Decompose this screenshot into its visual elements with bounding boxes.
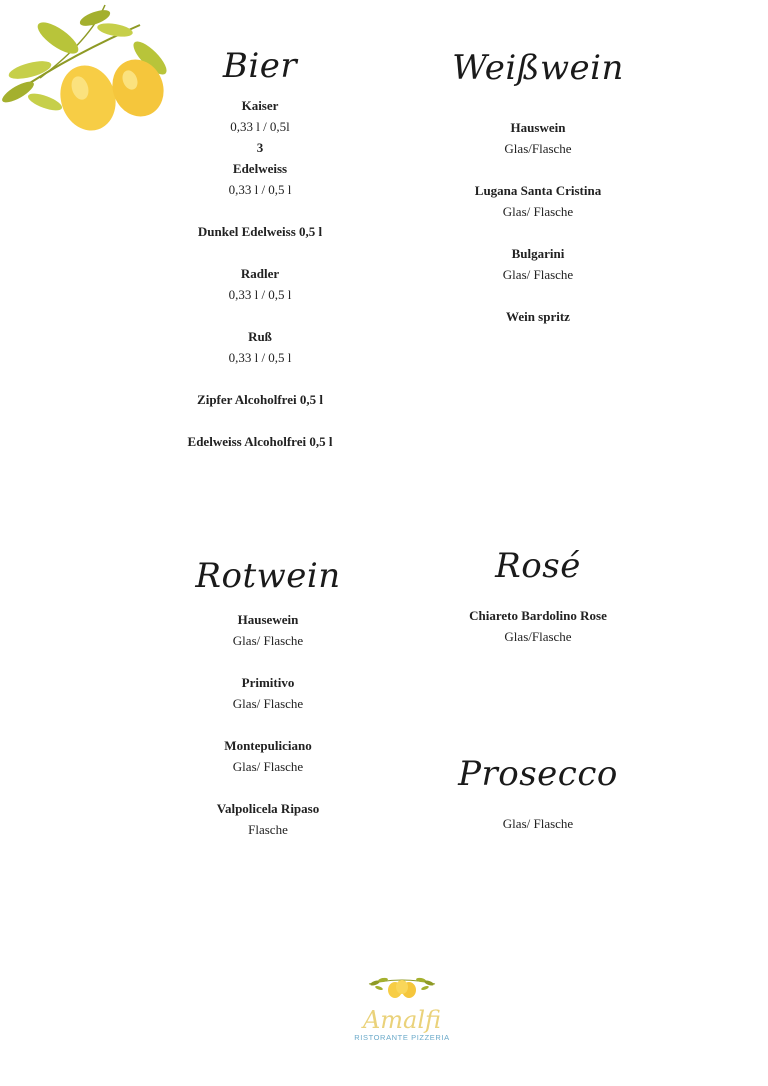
menu-item (438, 605, 638, 647)
lemon-branch-illustration (0, 0, 180, 140)
item-name: Lugana Santa Cristina (474, 183, 602, 199)
item-detail: Glas/Flasche (504, 141, 572, 157)
rose-section (438, 548, 638, 647)
lemon-garland-icon (367, 974, 437, 1004)
logo-name: Amalfi (362, 1006, 442, 1034)
menu-item (160, 326, 360, 368)
item-name: Bulgarini (511, 246, 565, 262)
item-detail: Glas/ Flasche (502, 267, 574, 283)
rotwein-title: Rotwein (195, 556, 341, 596)
item-name: Hauswein (510, 120, 566, 136)
menu-item (160, 95, 360, 137)
item-name: Edelweiss Alcoholfrei 0,5 l (187, 434, 333, 450)
item-name: Wein spritz (506, 309, 570, 325)
menu-item (168, 735, 368, 777)
menu-item (438, 813, 638, 834)
restaurant-logo (352, 974, 452, 1042)
menu-item (438, 180, 638, 222)
rotwein-section (168, 558, 368, 840)
menu-item (438, 243, 638, 285)
item-detail: Glas/ Flasche (232, 696, 304, 712)
menu-item (160, 263, 360, 305)
menu-item (160, 221, 360, 242)
bier-title: Bier (222, 46, 298, 86)
item-detail: Glas/Flasche (504, 629, 572, 645)
item-detail: Flasche (248, 822, 288, 838)
item-name: Radler (240, 266, 280, 282)
prosecco-section (438, 756, 638, 834)
item-name: Chiareto Bardolino Rose (469, 608, 607, 624)
prosecco-title: Prosecco (458, 754, 618, 794)
item-name: Kaiser (241, 98, 279, 114)
item-detail: Glas/ Flasche (502, 204, 574, 220)
item-name: 3 (256, 140, 264, 156)
weisswein-title: Weißwein (452, 48, 624, 88)
menu-item (160, 389, 360, 410)
item-name: Dunkel Edelweiss 0,5 l (197, 224, 323, 240)
item-detail: Glas/ Flasche (232, 633, 304, 649)
menu-item (160, 431, 360, 452)
rose-title: Rosé (495, 546, 581, 586)
item-name: Primitivo (241, 675, 295, 691)
item-detail: 0,33 l / 0,5l (230, 119, 290, 135)
item-name: Edelweiss (232, 161, 288, 177)
item-detail: Glas/ Flasche (232, 759, 304, 775)
menu-item (168, 609, 368, 651)
item-detail: 0,33 l / 0,5 l (228, 350, 292, 366)
item-detail: 0,33 l / 0,5 l (228, 287, 292, 303)
item-name: Ruß (248, 329, 272, 345)
weisswein-section (438, 50, 638, 327)
item-name: Zipfer Alcoholfrei 0,5 l (197, 392, 323, 408)
item-detail: Glas/ Flasche (502, 816, 574, 832)
item-name: Valpolicela Ripaso (216, 801, 320, 817)
menu-item (168, 672, 368, 714)
menu-item (160, 158, 360, 200)
menu-item (438, 117, 638, 159)
item-detail: 0,33 l / 0,5 l (228, 182, 292, 198)
bier-section (160, 48, 360, 452)
item-name: Hausewein (237, 612, 299, 628)
logo-subtitle: RISTORANTE PIZZERIA (354, 1033, 450, 1042)
menu-item (160, 137, 360, 158)
menu-item (168, 798, 368, 840)
item-name: Montepuliciano (224, 738, 312, 754)
menu-item (438, 306, 638, 327)
